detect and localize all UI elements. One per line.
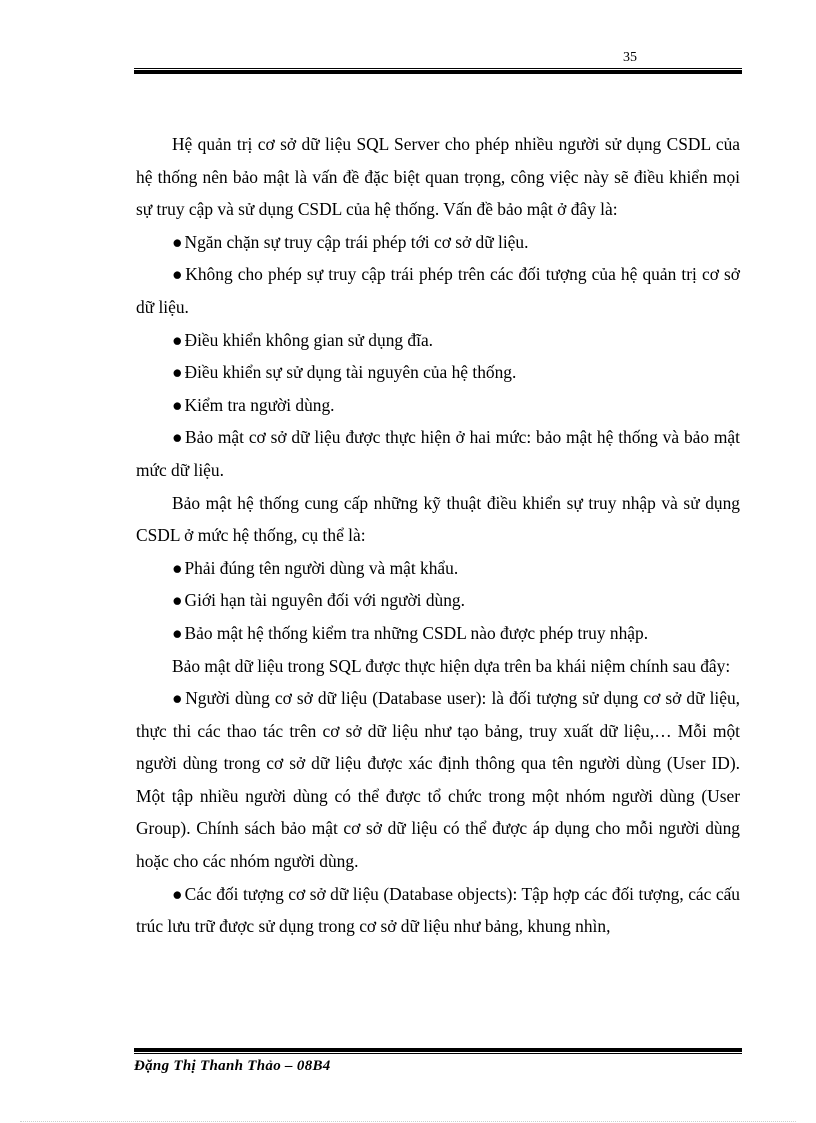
- paragraph-text: Bảo mật hệ thống cung cấp những kỹ thuật điều khiển sự truy nhập và sử dụng CSDL ở mức hệ thống, cụ thể là:: [136, 492, 740, 546]
- bullet-text: Ngăn chặn sự truy cập trái phép tới cơ sở dữ liệu.: [184, 231, 529, 252]
- bullet-icon: ●: [172, 622, 183, 643]
- page-number: 35: [623, 50, 637, 65]
- footer-rule-thin: [134, 1053, 742, 1054]
- bullet-item: [136, 878, 740, 943]
- bullet-item: [136, 617, 740, 650]
- bullet-icon: ●: [172, 394, 183, 415]
- bullet-text: Điều khiển sự sử dụng tài nguyên của hệ thống.: [184, 362, 517, 383]
- header-rule-thick: [134, 70, 742, 74]
- bullet-item: [136, 324, 740, 357]
- paragraph-text: Bảo mật dữ liệu trong SQL được thực hiện dựa trên ba khái niệm chính sau đây:: [172, 655, 731, 676]
- bullet-icon: ●: [172, 231, 183, 252]
- footer-author: Đặng Thị Thanh Thảo – 08B4: [134, 1058, 331, 1074]
- bullet-text: Kiểm tra người dùng.: [184, 394, 335, 415]
- bullet-icon: ●: [172, 590, 183, 611]
- bullet-item: [136, 258, 740, 323]
- bullet-text: Người dùng cơ sở dữ liệu (Database user): là đối tượng sử dụng cơ sở dữ liệu, thực thi các thao tác trên cơ sở dữ liệu như tạo bảng, truy xuất dữ liệu,… Mỗi một người dùng trong cơ sở dữ liệu được xác định thông qua tên người dùng (User ID). Một tập nhiều người dùng có thể được tổ chức trong một nhóm người dùng (User Group). Chính sách bảo mật cơ sở dữ liệu có thể được áp dụng cho mỗi người dùng hoặc cho các nhóm người dùng.: [136, 688, 740, 872]
- bullet-item: [136, 584, 740, 617]
- bullet-text: Không cho phép sự truy cập trái phép trên các đối tượng của hệ quản trị cơ sở dữ liệu.: [136, 264, 740, 317]
- bullet-text: Phải đúng tên người dùng và mật khẩu.: [184, 557, 459, 578]
- paragraph: [136, 128, 740, 226]
- bullet-item: [136, 356, 740, 389]
- bullet-icon: ●: [172, 557, 183, 578]
- header-rule-thin: [134, 68, 742, 69]
- bullet-icon: ●: [172, 362, 183, 383]
- bullet-icon: ●: [172, 688, 184, 709]
- bullet-text: Bảo mật cơ sở dữ liệu được thực hiện ở hai mức: bảo mật hệ thống và bảo mật mức dữ liệu.: [136, 427, 740, 480]
- bullet-item: [136, 226, 740, 259]
- bullet-item: [136, 421, 740, 486]
- bullet-text: Bảo mật hệ thống kiểm tra những CSDL nào được phép truy nhập.: [184, 622, 649, 643]
- bullet-icon: ●: [172, 427, 184, 448]
- bullet-text: Các đối tượng cơ sở dữ liệu (Database objects): Tập hợp các đối tượng, các cấu trúc lưu trữ được sử dụng trong cơ sở dữ liệu như bảng, khung nhìn,: [136, 883, 740, 937]
- bullet-item: [136, 682, 740, 878]
- paragraph: [136, 487, 740, 552]
- bullet-item: [136, 389, 740, 422]
- footer-rule-thick: [134, 1048, 742, 1052]
- paragraph-text: Hệ quản trị cơ sở dữ liệu SQL Server cho phép nhiều người sử dụng CSDL của hệ thống nên bảo mật là vấn đề đặc biệt quan trọng, công việc này sẽ điều khiển mọi sự truy cập và sử dụng CSDL của hệ thống. Vấn đề bảo mật ở đây là:: [136, 134, 740, 220]
- document-body: [136, 128, 740, 943]
- bullet-text: Điều khiển không gian sử dụng đĩa.: [184, 329, 434, 350]
- bullet-text: Giới hạn tài nguyên đối với người dùng.: [184, 590, 465, 611]
- bullet-item: [136, 552, 740, 585]
- bullet-icon: ●: [172, 264, 184, 285]
- paragraph: [136, 650, 740, 683]
- bullet-icon: ●: [172, 883, 183, 904]
- bullet-icon: ●: [172, 329, 183, 350]
